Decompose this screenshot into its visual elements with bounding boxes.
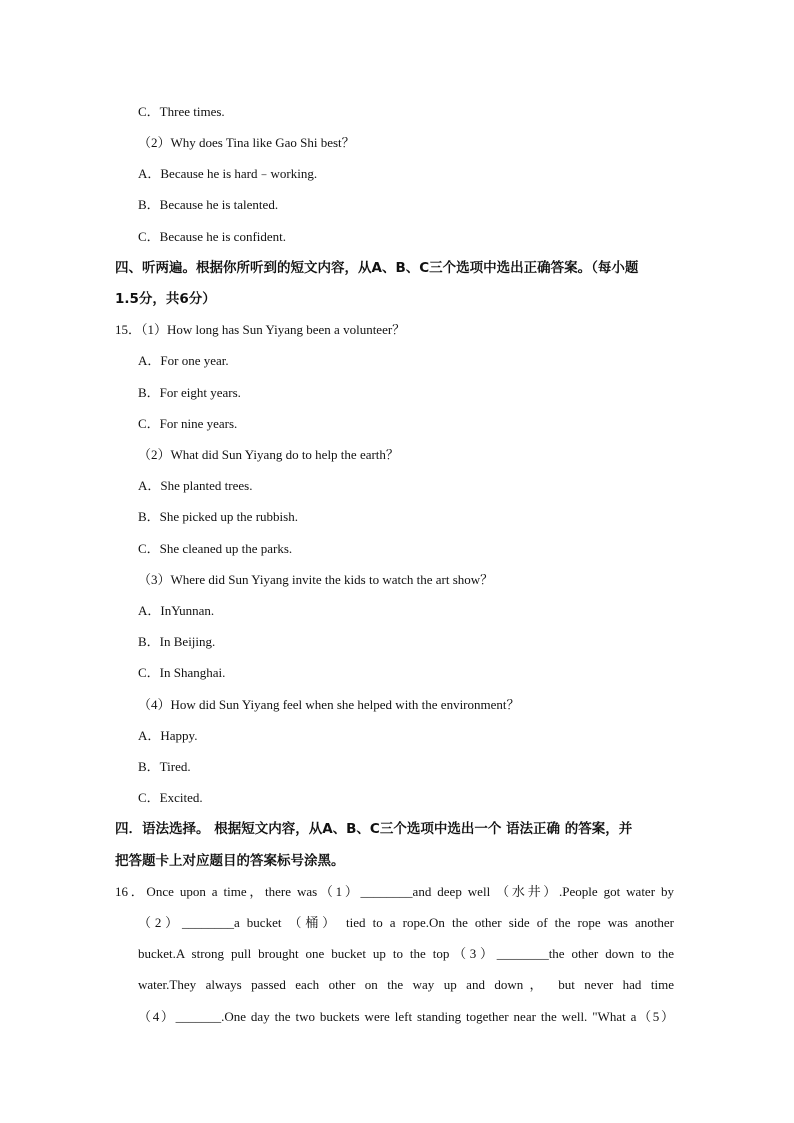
option-c: C．Because he is confident. [138, 229, 287, 244]
passage-line-1: 16．Once upon a time，there was（1）________and deep well （水井）.People got water by [115, 884, 674, 899]
question-15-1: 15．（1）How long has Sun Yiyang been a volunteer？ [115, 322, 406, 337]
option-a: A．Because he is hard﹣working. [138, 166, 318, 181]
passage-line-3: bucket.A strong pull brought one bucket up to the top（3）________the other down to the [138, 946, 674, 961]
option-b: B．She picked up the rubbish. [138, 509, 298, 524]
option-a: A．For one year. [138, 353, 229, 368]
passage-line-2: （2）________a bucket （桶） tied to a rope.On the other side of the rope was another [138, 915, 674, 930]
section-heading-grammar: 四．语法选择。 根据短文内容，从A、B、C三个选项中选出一个 语法正确 的答案，并 [115, 821, 633, 837]
option-c: C．Excited. [138, 790, 203, 805]
option-b: B．Because he is talented. [138, 197, 279, 212]
option-b: B．In Beijing. [138, 634, 216, 649]
passage-line-4: water.They always passed each other on the way up and down， but never had time [138, 977, 674, 992]
option-c-three-times: C．Three times. [138, 104, 225, 119]
section-heading-grammar-cont: 把答题卡上对应题目的答案标号涂黑。 [115, 853, 345, 869]
option-c: C．In Shanghai. [138, 665, 226, 680]
question-14-2: （2）Why does Tina like Gao Shi best？ [138, 135, 355, 150]
section-heading-listening: 四、听两遍。根据你所听到的短文内容，从A、B、C三个选项中选出正确答案。（每小题 [115, 260, 639, 276]
passage-line-5: （4）_______.One day the two buckets were left standing together near the well. "What a（5） [138, 1009, 674, 1024]
question-15-2: （2）What did Sun Yiyang do to help the earth？ [138, 447, 399, 462]
question-15-3: （3）Where did Sun Yiyang invite the kids to watch the art show？ [138, 572, 494, 587]
question-15-4: （4）How did Sun Yiyang feel when she helped with the environment？ [138, 697, 520, 712]
option-a: A．Happy. [138, 728, 198, 743]
option-a: A．InYunnan. [138, 603, 215, 618]
option-c: C．She cleaned up the parks. [138, 541, 293, 556]
option-a: A．She planted trees. [138, 478, 253, 493]
section-heading-points: 1.5分，共6分） [115, 291, 216, 307]
option-c: C．For nine years. [138, 416, 238, 431]
option-b: B．Tired. [138, 759, 191, 774]
option-b: B．For eight years. [138, 385, 241, 400]
